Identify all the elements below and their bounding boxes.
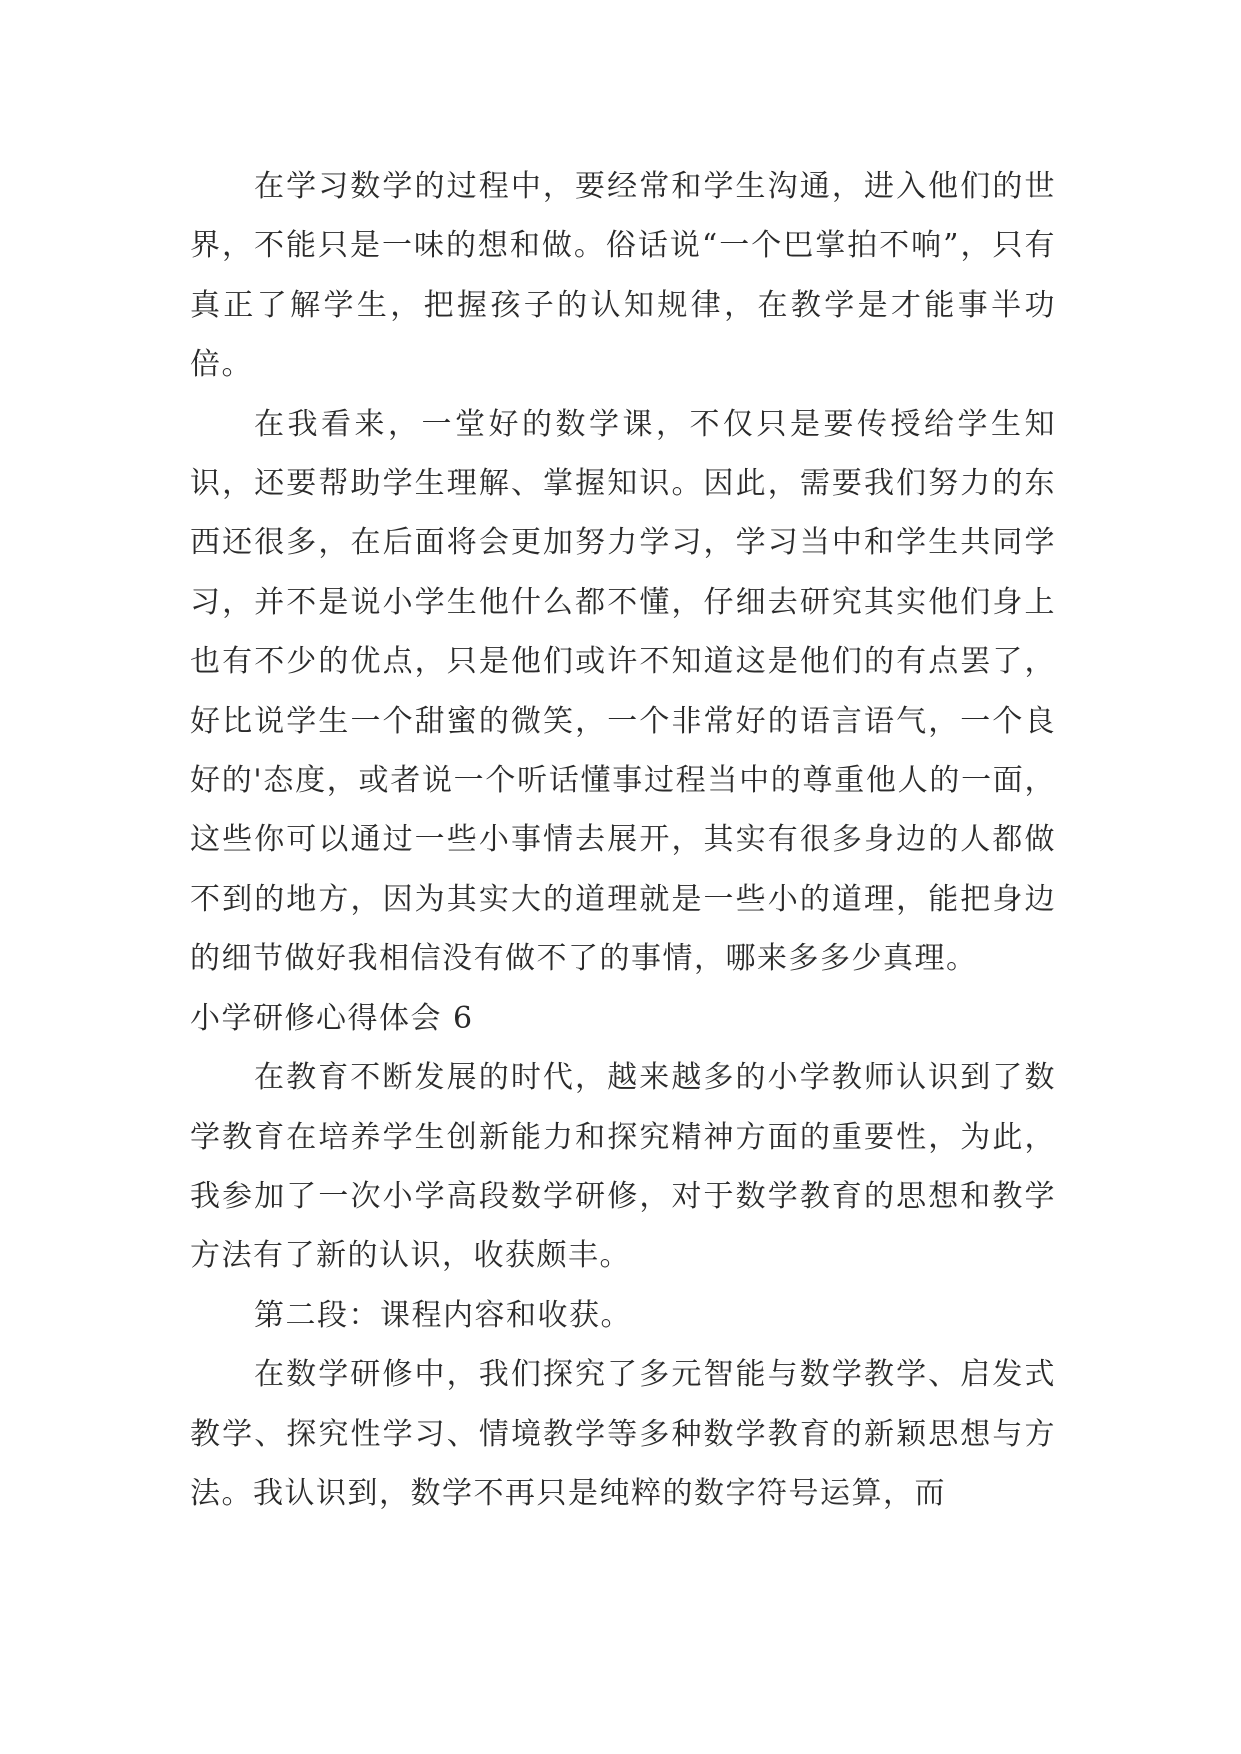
- document-body: [190, 157, 1056, 1523]
- paragraph-2: 在我看来，一堂好的数学课，不仅只是要传授给学生知识，还要帮助学生理解、掌握知识。因此，需要我们努力的东西还很多，在后面将会更加努力学习，学习当中和学生共同学习，并不是说小学生他什么都不懂，仔细去研究其实他们身上也有不少的优点，只是他们或许不知道这是他们的有点罢了，好比说学生一个甜蜜的微笑，一个非常好的语言语气，一个良好的'态度，或者说一个听话懂事过程当中的尊重他人的一面，这些你可以通过一些小事情去展开，其实有很多身边的人都做不到的地方，因为其实大的道理就是一些小的道理，能把身边的细节做好我相信没有做不了的事情，哪来多多少真理。: [190, 406, 1056, 977]
- paragraph-1: 在学习数学的过程中，要经常和学生沟通，进入他们的世界，不能只是一味的想和做。俗话说“一个巴掌拍不响”，只有真正了解学生，把握孩子的认知规律，在教学是才能事半功倍。: [190, 169, 1056, 383]
- paragraph-3: 在教育不断发展的时代，越来越多的小学教师认识到了数学教育在培养学生创新能力和探究精神方面的重要性，为此，我参加了一次小学高段数学研修，对于数学教育的思想和教学方法有了新的认识，收获颇丰。: [190, 1060, 1056, 1274]
- section-heading: 小学研修心得体会 6: [190, 1000, 474, 1036]
- paragraph-4: 第二段：课程内容和收获。: [254, 1297, 632, 1333]
- paragraph-5: 在数学研修中，我们探究了多元智能与数学教学、启发式教学、探究性学习、情境教学等多种数学教育的新颖思想与方法。我认识到，数学不再只是纯粹的数字符号运算，而: [190, 1357, 1056, 1511]
